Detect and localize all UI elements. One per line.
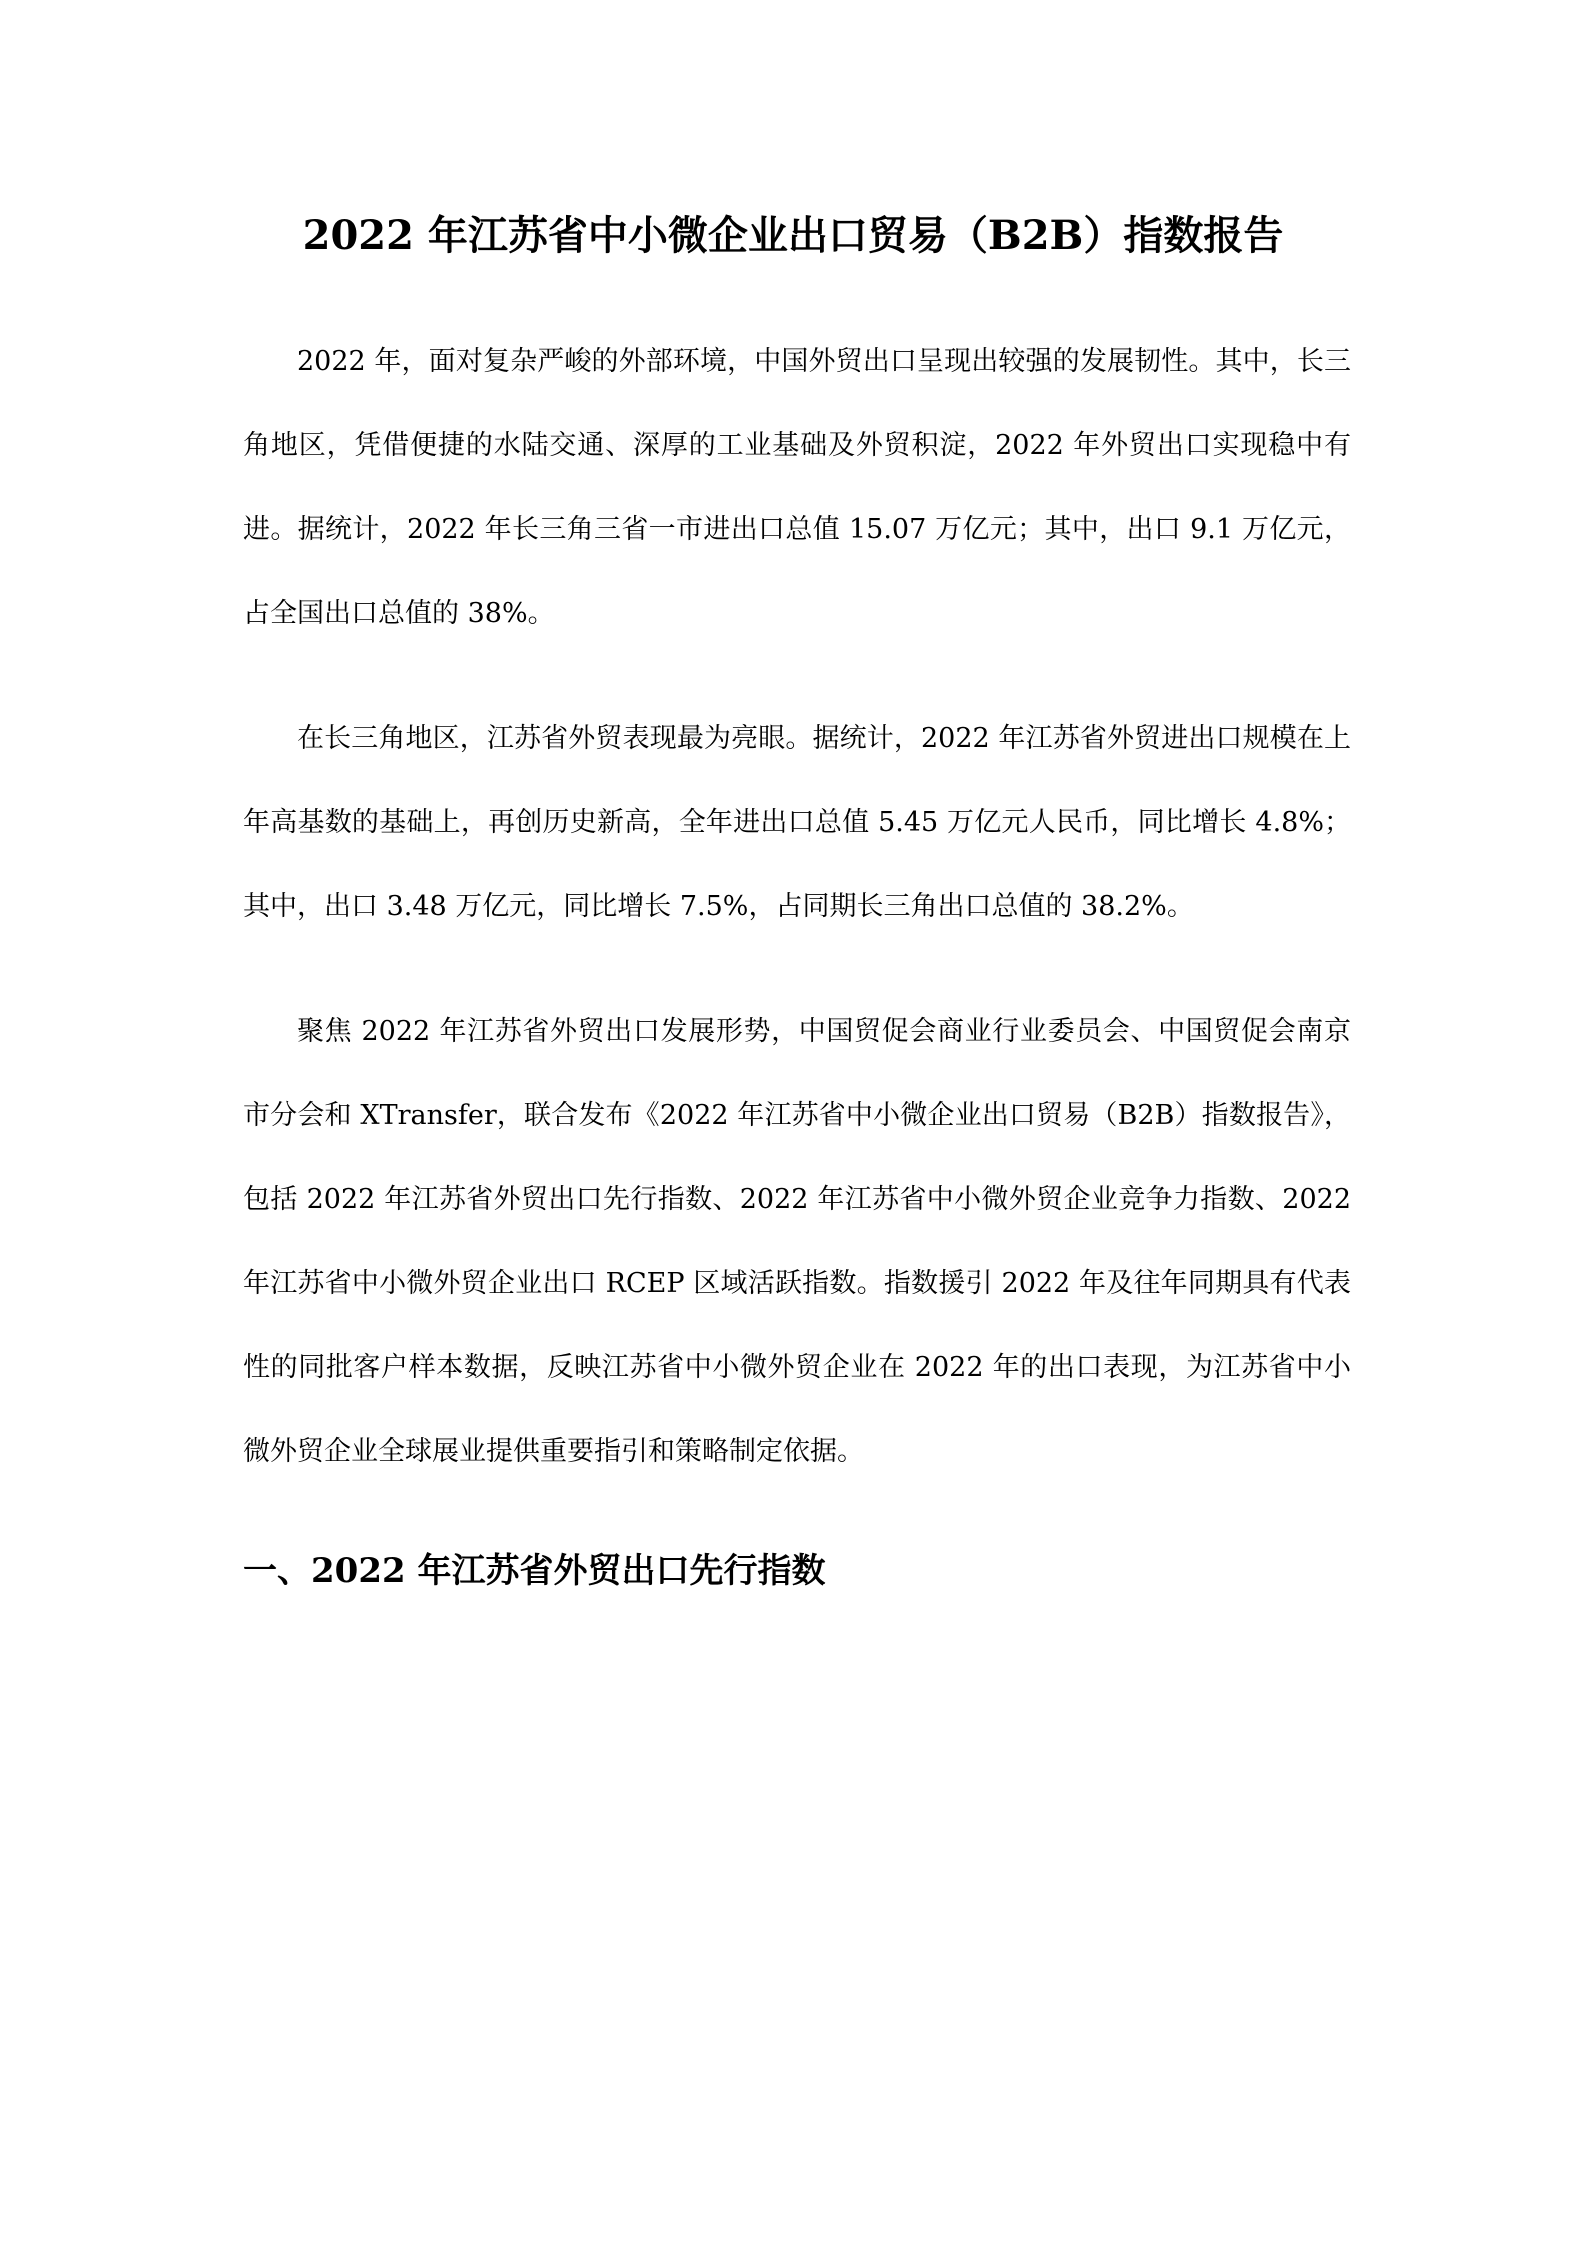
document-title: 2022 年江苏省中小微企业出口贸易（B2B）指数报告 [302, 212, 1284, 259]
paragraph-text: 聚焦 2022 年江苏省外贸出口发展形势，中国贸促会商业行业委员会、中国贸促会南京市分会和 XTransfer，联合发布《2022 年江苏省中小微企业出口贸易（B2B）指数报告》，包括 2022 年江苏省外贸出口先行指数、2022 年江苏省中小微外贸企业竞争力指数、2022 年江苏省中小微外贸企业出口 RCEP 区域活跃指数。指数援引 2022 年及往年同期具有代表性的同批客户样本数据，反映江苏省中小微外贸企业在 2022 年的出口表现，为江苏省中小微外贸企业全球展业提供重要指引和策略制定依据。 [243, 1016, 1351, 1467]
paragraph-text: 2022 年，面对复杂严峻的外部环境，中国外贸出口呈现出较强的发展韧性。其中，长三角地区，凭借便捷的水陆交通、深厚的工业基础及外贸积淀，2022 年外贸出口实现稳中有进。据统计，2022 年长三角三省一市进出口总值 15.07 万亿元；其中，出口 9.1 万亿元，占全国出口总值的 38%。 [243, 346, 1351, 629]
paragraph-yangtze-delta-exports [243, 320, 1351, 656]
section-heading: 一、2022 年江苏省外贸出口先行指数 [243, 1551, 826, 1591]
paragraph-report-release [243, 990, 1351, 1494]
paragraph-jiangsu-trade [243, 697, 1351, 949]
paragraph-text: 在长三角地区，江苏省外贸表现最为亮眼。据统计，2022 年江苏省外贸进出口规模在上年高基数的基础上，再创历史新高，全年进出口总值 5.45 万亿元人民币，同比增长 4.8%；其中，出口 3.48 万亿元，同比增长 7.5%，占同期长三角出口总值的 38.2%。 [243, 723, 1351, 922]
